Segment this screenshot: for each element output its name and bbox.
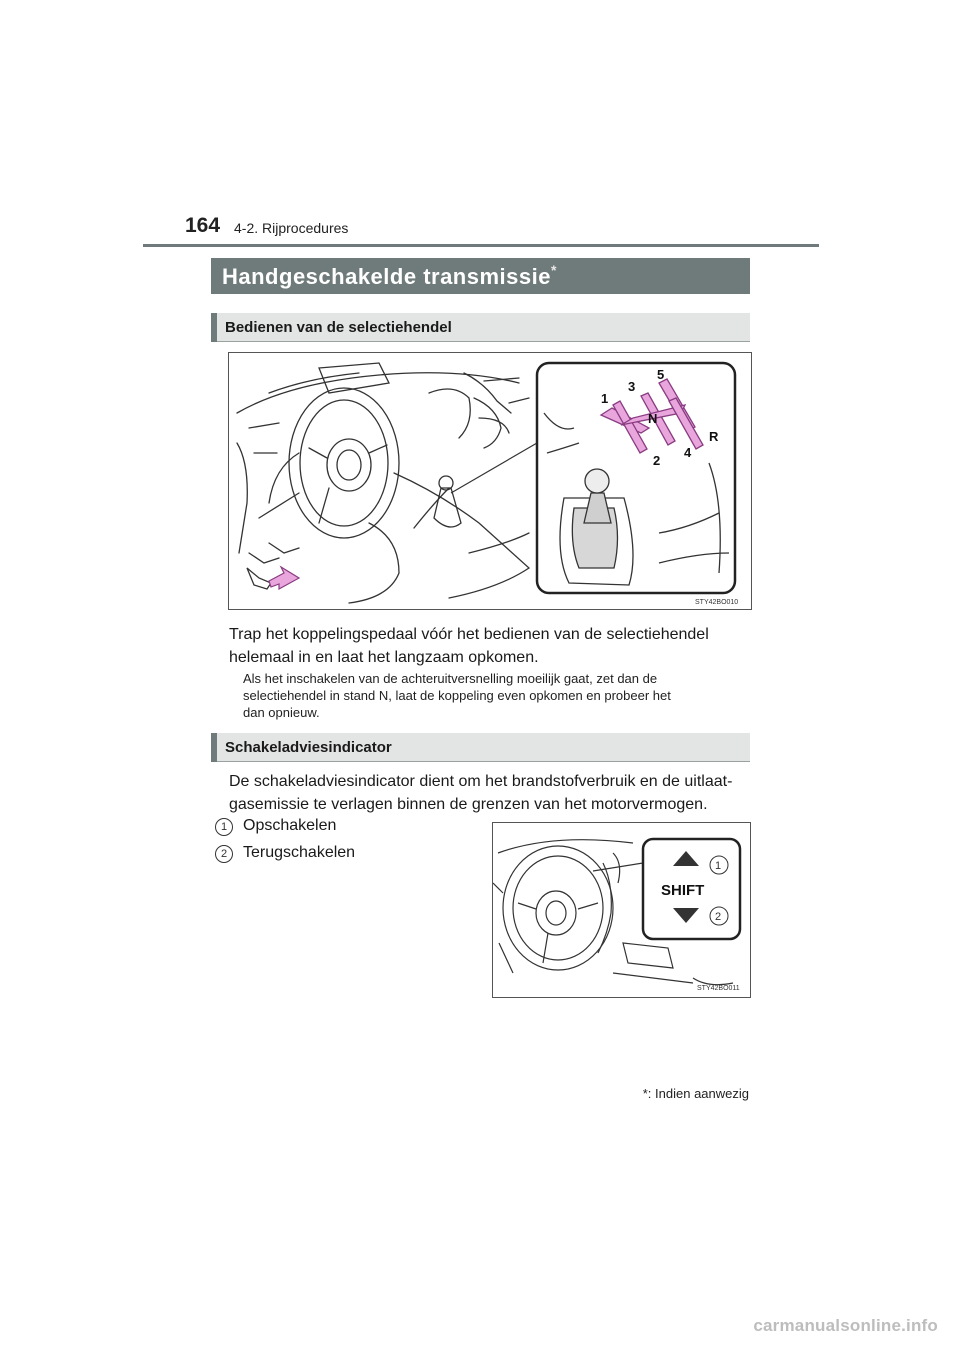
watermark: carmanualsonline.info	[753, 1316, 938, 1335]
gear-label-2: 2	[653, 453, 661, 468]
indicator-line: De schakeladviesindicator dient om het brandstofverbruik en de uitlaat-	[229, 773, 733, 790]
shift-lever-illustration	[229, 353, 751, 609]
title-asterisk: *	[550, 262, 557, 278]
page-title-text: Handgeschakelde transmissie	[222, 264, 551, 289]
figure-code: STY42BO010	[695, 599, 739, 606]
section-heading-schakeladvies	[211, 733, 750, 762]
callout-2: 2	[715, 911, 722, 923]
instruction-line: Trap het koppelingspedaal vóór het bedienen van de selectiehendel	[229, 626, 709, 643]
figure-code: STY42BO011	[697, 985, 740, 992]
item-number: 2	[215, 845, 233, 863]
title-bar	[211, 258, 750, 294]
gear-label-5: 5	[657, 367, 665, 382]
section-label: 4-2. Rijprocedures	[234, 220, 349, 236]
gear-label-4: 4	[684, 445, 692, 460]
note-line: Als het inschakelen van de achteruitversnelling moeilijk gaat, zet dan de	[243, 671, 658, 686]
note-line: selectiehendel in stand N, laat de koppeling even opkomen en probeer het	[243, 688, 671, 703]
gear-label-r: R	[709, 429, 719, 444]
figure-shift-indicator	[492, 822, 751, 998]
gear-label-1: 1	[601, 391, 609, 406]
section-heading-text: Schakeladviesindicator	[225, 739, 392, 756]
note-line: dan opnieuw.	[243, 705, 320, 720]
section-heading-bedienen	[211, 313, 750, 342]
gear-label-3: 3	[628, 379, 636, 394]
shift-label: SHIFT	[661, 882, 705, 899]
item-label: Opschakelen	[243, 817, 337, 834]
heading-accent	[211, 733, 217, 762]
indicator-line: gasemissie te verlagen binnen de grenzen van het motorvermogen.	[229, 796, 708, 813]
shift-indicator-illustration	[493, 823, 750, 997]
instruction-paragraph	[229, 623, 750, 669]
note-paragraph	[243, 670, 750, 721]
instruction-line: helemaal in en laat het langzaam opkomen.	[229, 649, 539, 666]
item-label: Terugschakelen	[243, 844, 356, 861]
section-heading-text: Bedienen van de selectiehendel	[225, 319, 452, 336]
page-title	[222, 264, 557, 290]
heading-accent	[211, 313, 217, 342]
callout-1: 1	[715, 860, 722, 872]
indicator-paragraph	[229, 770, 750, 816]
header-rule	[143, 244, 819, 247]
figure-shift-lever	[228, 352, 752, 610]
page-number: 164	[185, 214, 221, 237]
gear-label-n: N	[648, 411, 658, 426]
item-number: 1	[215, 818, 233, 836]
footnote: *: Indien aanwezig	[642, 1086, 749, 1101]
